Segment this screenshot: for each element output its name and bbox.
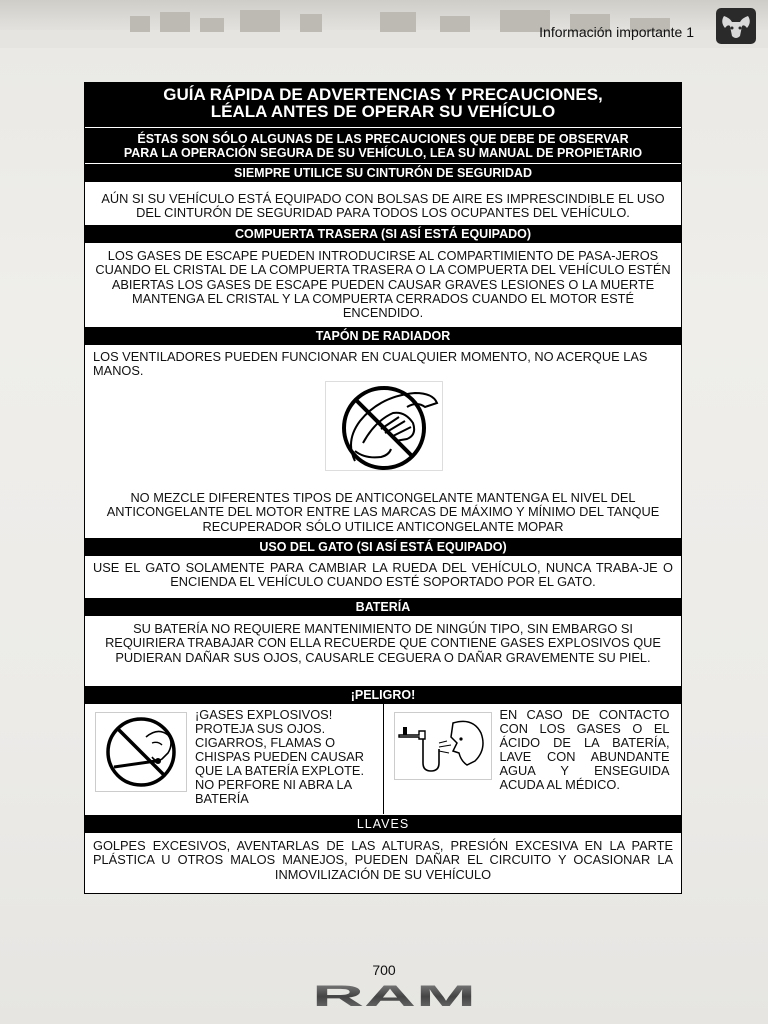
header-band: [0, 0, 768, 48]
guide-intro-line-1: ÉSTAS SON SÓLO ALGUNAS DE LAS PRECAUCIONES QUE DEBE DE OBSERVAR: [137, 132, 629, 146]
ram-head-logo-icon: [716, 8, 756, 44]
guide-title-line-1: GUÍA RÁPIDA DE ADVERTENCIAS Y PRECAUCIONES,: [163, 85, 603, 104]
no-smoking-flames-icon: [95, 712, 187, 792]
section-heading-battery: BATERÍA: [85, 597, 681, 616]
header-title: Información importante 1: [539, 24, 694, 40]
ram-brand-text: RAM: [312, 982, 476, 1008]
tailgate-text: LOS GASES DE ESCAPE PUEDEN INTRODUCIRSE AL COMPARTIMIENTO DE PASA-JEROS CUANDO EL CRISTAL DE LA COMPUERTA TRASERA O LA COMPUERTA DEL VEHÍCULO ESTÉN ABIERTAS LOS GASES DE ESCAPE PUEDEN CAUSAR GRAVES LESIONES O LA MUERTE MANTENGA EL CRISTAL Y LA COMPUERTA CERRADOS CUANDO EL MOTOR ESTÉ ENCENDIDO.: [95, 248, 671, 321]
page-number: 700: [372, 962, 396, 978]
guide-intro-line-2: PARA LA OPERACIÓN SEGURA DE SU VEHÍCULO, LEA SU MANUAL DE PROPIETARIO: [123, 146, 643, 160]
radiator-fan-text: LOS VENTILADORES PUEDEN FUNCIONAR EN CUALQUIER MOMENTO, NO ACERQUE LAS MANOS.: [93, 349, 648, 379]
eye-wash-icon: [394, 712, 492, 780]
ram-brand-logo: [311, 982, 477, 1008]
danger-section: [85, 704, 681, 814]
section-heading-radiator: TAPÓN DE RADIADOR: [85, 326, 681, 345]
guide-title-line-2: LÉALA ANTES DE OPERAR SU VEHÍCULO: [210, 102, 556, 121]
guide-intro: [85, 127, 681, 163]
explosive-gases-text: ¡GASES EXPLOSIVOS! PROTEJA SUS OJOS. CIGARROS, FLAMAS O CHISPAS PUEDEN CAUSAR QUE LA BATERÍA EXPLOTE. NO PERFORE NI ABRA LA BATERÍA: [195, 707, 365, 806]
radiator-section: [85, 345, 681, 537]
danger-right-column: [383, 704, 682, 814]
quick-warnings-guide: [84, 82, 682, 894]
guide-title: [85, 83, 681, 127]
section-heading-danger: ¡PELIGRO!: [85, 685, 681, 704]
section-heading-jack: USO DEL GATO (SI ASÍ ESTÁ EQUIPADO): [85, 537, 681, 556]
battery-text: SU BATERÍA NO REQUIERE MANTENIMIENTO DE NINGÚN TIPO, SIN EMBARGO SI REQUIRIERA TRABAJAR CON ELLA RECUERDE QUE CONTIENE GASES EXPLOSIVOS QUE PUDIERAN DAÑAR SUS OJOS, CAUSARLE CEGUERA O DAÑAR GRAVEMENTE SU PIEL.: [105, 621, 661, 665]
section-heading-seatbelt: SIEMPRE UTILICE SU CINTURÓN DE SEGURIDAD: [85, 163, 681, 182]
seatbelt-text: AÚN SI SU VEHÍCULO ESTÁ EQUIPADO CON BOLSAS DE AIRE ES IMPRESCINDIBLE EL USO DEL CINTURÓN DE SEGURIDAD PARA TODOS LOS OCUPANTES DEL VEHÍCULO.: [101, 191, 665, 221]
danger-left-column: [85, 704, 383, 814]
section-heading-tailgate: COMPUERTA TRASERA (SI ASÍ ESTÁ EQUIPADO): [85, 224, 681, 243]
no-hands-near-fan-icon: [325, 381, 443, 471]
jack-text: USE EL GATO SOLAMENTE PARA CAMBIAR LA RUEDA DEL VEHÍCULO, NUNCA TRABA-JE O ENCIENDA EL VEHÍCULO CUANDO ESTÉ SOPORTADO POR EL GATO.: [93, 560, 673, 590]
eye-contact-text: EN CASO DE CONTACTO CON LOS GASES O EL ÁCIDO DE LA BATERÍA, LAVE CON ABUNDANTE AGUA Y ENSEGUIDA ACUDA AL MÉDICO.: [499, 707, 670, 792]
keys-text: GOLPES EXCESIVOS, AVENTARLAS DE LAS ALTURAS, PRESIÓN EXCESIVA EN LA PARTE PLÁSTICA U OTROS MALOS MANEJOS, PUEDEN DAÑAR EL CIRCUITO Y OCASIONAR LA INMOVILIZACIÓN DE SU VEHÍCULO: [93, 838, 673, 882]
radiator-coolant-text: NO MEZCLE DIFERENTES TIPOS DE ANTICONGELANTE MANTENGA EL NIVEL DEL ANTICONGELANTE DEL MOTOR ENTRE LAS MARCAS DE MÁXIMO Y MÍNIMO DEL TANQUE RECUPERADOR SÓLO UTILICE ANTICONGELANTE MOPAR: [106, 490, 660, 534]
section-heading-keys: LLAVES: [85, 814, 681, 833]
